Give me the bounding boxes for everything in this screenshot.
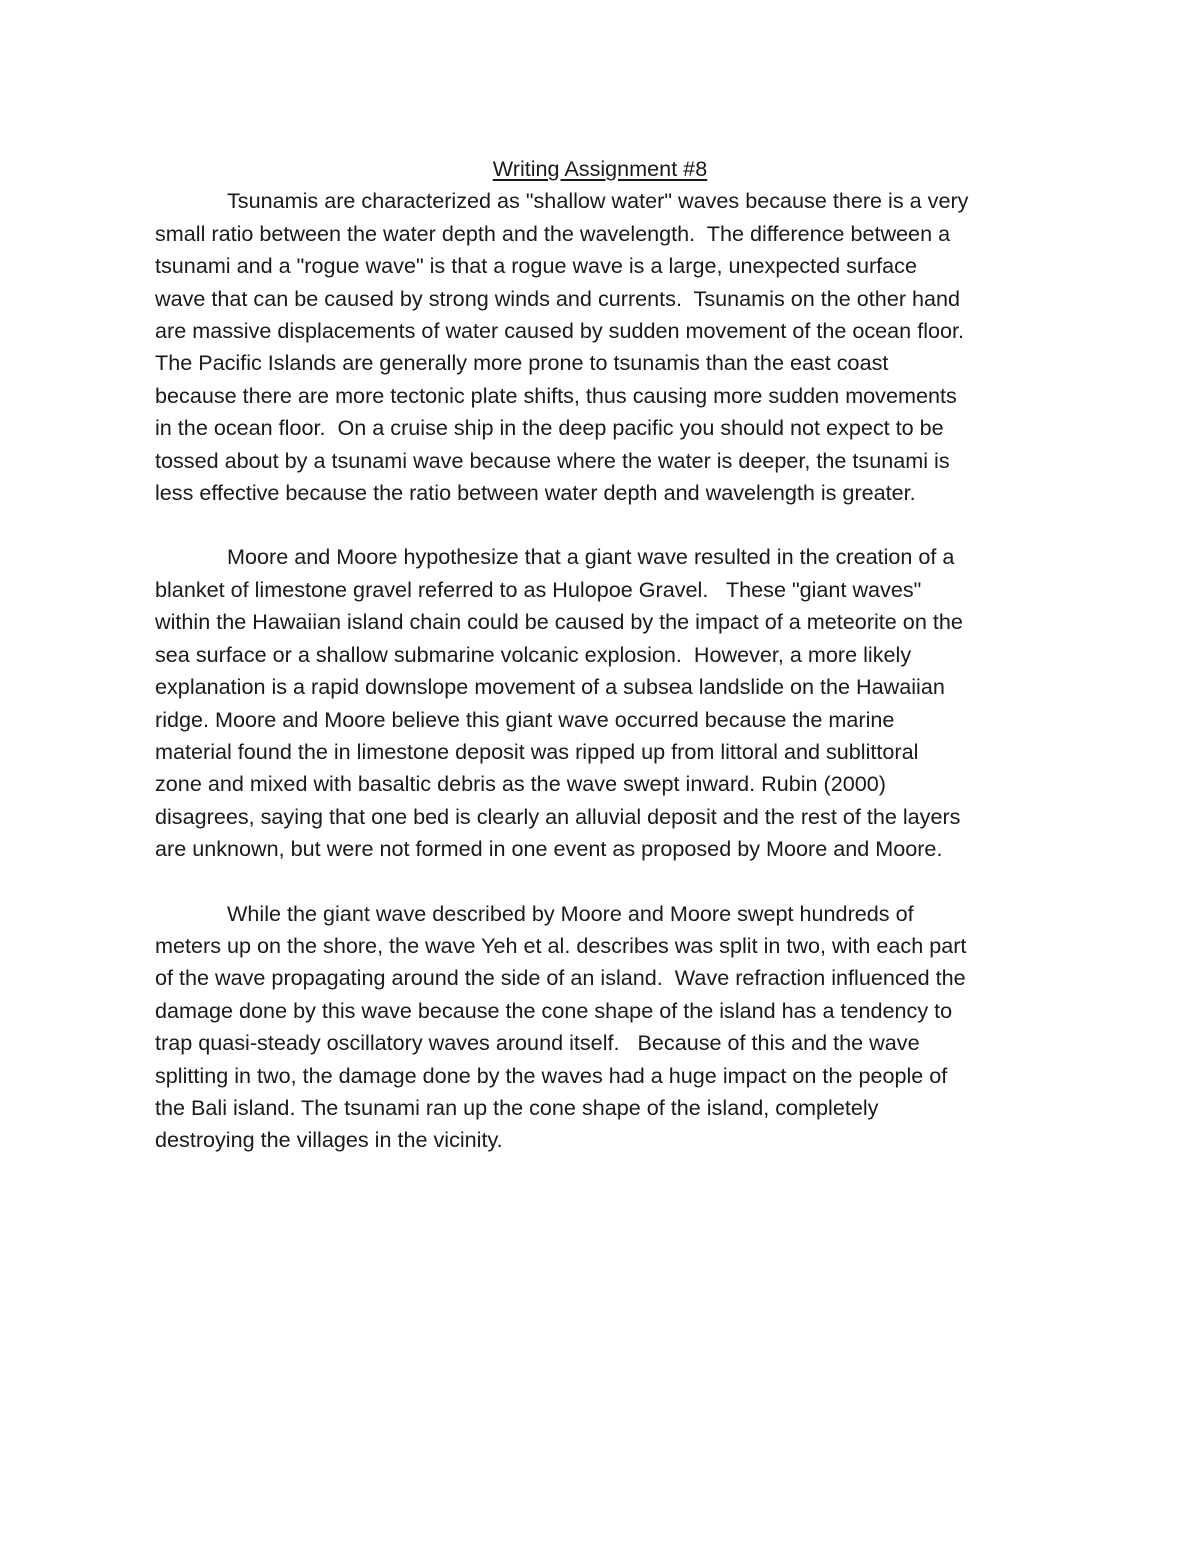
paragraph-line: ridge. Moore and Moore believe this giant wave occurred because the marine xyxy=(155,706,895,732)
paragraph-line: destroying the villages in the vicinity. xyxy=(155,1127,503,1153)
paragraph-line: in the ocean floor. On a cruise ship in the deep pacific you should not expect to be xyxy=(155,415,944,441)
paragraph-line: within the Hawaiian island chain could be caused by the impact of a meteorite on the xyxy=(155,609,963,635)
paragraph-line: of the wave propagating around the side of an island. Wave refraction influenced the xyxy=(155,965,966,991)
paragraph-line: splitting in two, the damage done by the waves had a huge impact on the people of xyxy=(155,1062,948,1088)
document-body xyxy=(155,153,1045,1157)
paragraph-line: material found the in limestone deposit was ripped up from littoral and sublittoral xyxy=(155,738,919,764)
paragraph-line: small ratio between the water depth and the wavelength. The difference between a xyxy=(155,220,951,246)
paragraph-line: wave that can be caused by strong winds and currents. Tsunamis on the other hand xyxy=(155,285,961,311)
paragraph-line: tossed about by a tsunami wave because where the water is deeper, the tsunami is xyxy=(155,447,950,473)
paragraph-line: are massive displacements of water caused by sudden movement of the ocean floor. xyxy=(155,318,965,344)
paragraph-line: damage done by this wave because the cone shape of the island has a tendency to xyxy=(155,997,953,1023)
paragraph-line: less effective because the ratio between water depth and wavelength is greater. xyxy=(155,480,916,506)
paragraph-line: Tsunamis are characterized as "shallow water" waves because there is a very xyxy=(227,188,969,214)
paragraph-2 xyxy=(155,541,1045,865)
document-title: Writing Assignment #8 xyxy=(492,156,708,181)
paragraph-line: While the giant wave described by Moore and Moore swept hundreds of xyxy=(227,900,914,926)
paragraph-line: The Pacific Islands are generally more prone to tsunamis than the east coast xyxy=(155,350,889,376)
paragraph-line: trap quasi-steady oscillatory waves around itself. Because of this and the wave xyxy=(155,1030,920,1056)
paragraph-1 xyxy=(155,185,1045,509)
paragraph-line: tsunami and a "rogue wave" is that a rogue wave is a large, unexpected surface xyxy=(155,253,917,279)
paragraph-line: meters up on the shore, the wave Yeh et al. describes was split in two, with each part xyxy=(155,932,967,958)
paragraph-line: sea surface or a shallow submarine volcanic explosion. However, a more likely xyxy=(155,641,912,667)
paragraph-line: blanket of limestone gravel referred to as Hulopoe Gravel. These "giant waves" xyxy=(155,576,922,602)
paragraph-line: because there are more tectonic plate shifts, thus causing more sudden movements xyxy=(155,382,957,408)
paragraph-line: zone and mixed with basaltic debris as the wave swept inward. Rubin (2000) xyxy=(155,771,886,797)
paragraph-3 xyxy=(155,898,1045,1157)
paragraph-line: explanation is a rapid downslope movement of a subsea landslide on the Hawaiian xyxy=(155,674,945,700)
paragraph-line: the Bali island. The tsunami ran up the cone shape of the island, completely xyxy=(155,1094,879,1120)
paragraph-line: disagrees, saying that one bed is clearly an alluvial deposit and the rest of the layers xyxy=(155,803,961,829)
paragraph-line: Moore and Moore hypothesize that a giant wave resulted in the creation of a xyxy=(227,544,955,570)
paragraph-line: are unknown, but were not formed in one event as proposed by Moore and Moore. xyxy=(155,836,943,862)
